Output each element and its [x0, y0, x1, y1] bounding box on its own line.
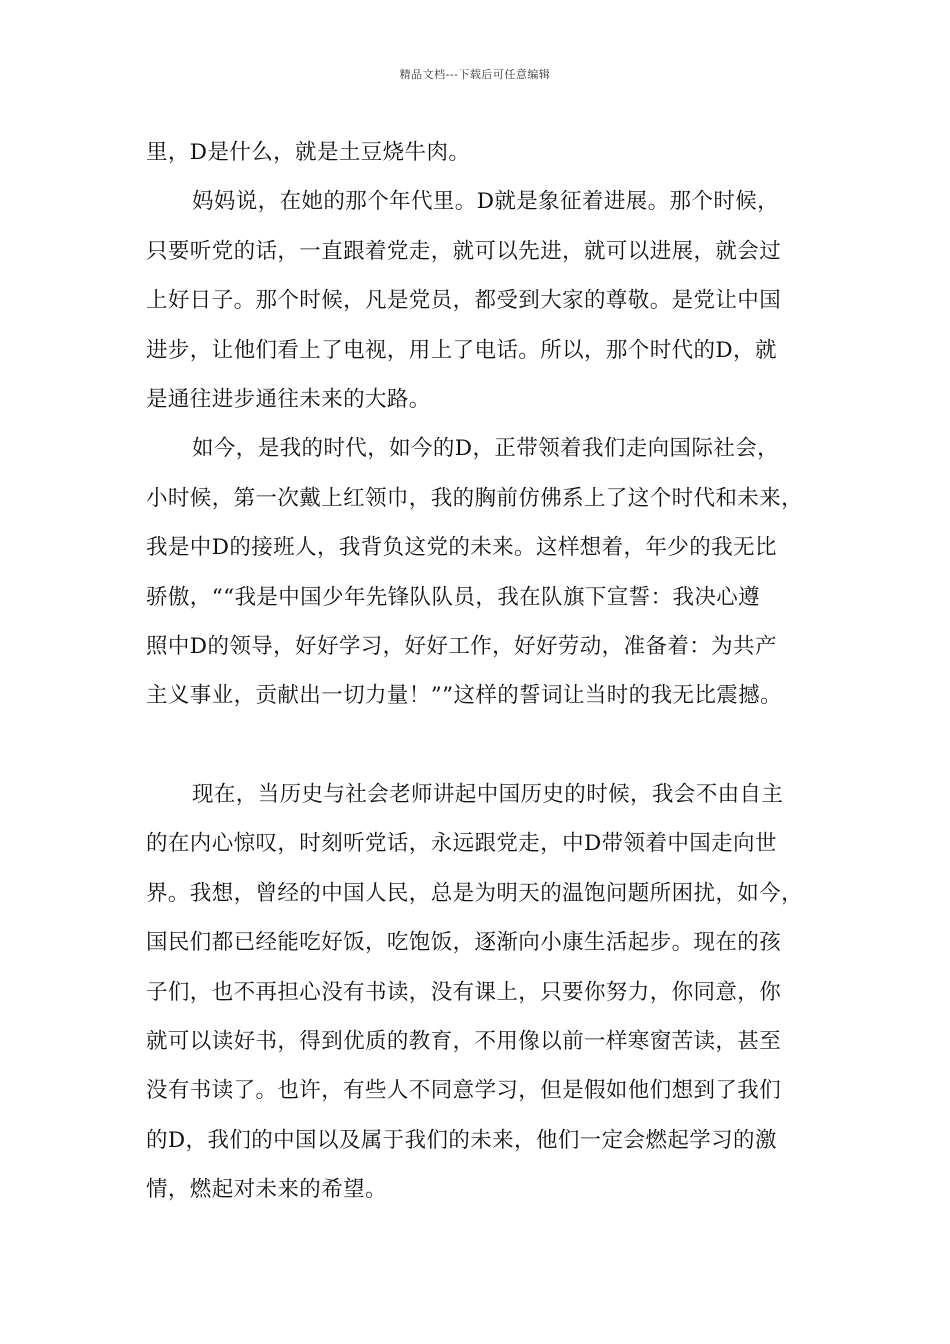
text-line: 现在，当历史与社会老师讲起中国历史的时候，我会不由自主 [192, 782, 784, 808]
paragraph [146, 128, 826, 177]
text-line: 骄傲，““我是中国少年先锋队队员，我在队旗下宣誓：我决心遵 [146, 584, 761, 610]
paragraph [146, 770, 826, 1215]
text-line: 里，D是什么，就是土豆烧牛肉。 [146, 140, 471, 165]
text-line: 主义事业，贡献出一切力量！””这样的誓词让当时的我无比震撼。 [146, 683, 782, 709]
text-line: 我是中D的接班人，我背负这党的未来。这样想着，年少的我无比 [146, 535, 777, 561]
page-header: 精品文档---下载后可任意编辑 [399, 68, 551, 81]
text-line: 如今，是我的时代，如今的D，正带领着我们走向国际社会， [192, 436, 780, 462]
text-line: 照中D的领导，好好学习，好好工作，好好劳动，准备着：为共产 [146, 633, 777, 659]
text-line: 上好日子。那个时候，凡是党员，都受到大家的尊敬。是党让中国 [146, 288, 782, 314]
text-line: 进步，让他们看上了电视，用上了电话。所以，那个时代的D，就 [146, 337, 777, 363]
document-body [146, 128, 826, 1215]
text-line: 情，燃起对未来的希望。 [146, 1177, 387, 1203]
text-line: 国民们都已经能吃好饭，吃饱饭，逐渐向小康生活起步。现在的孩 [146, 930, 782, 956]
text-line: 的D，我们的中国以及属于我们的未来，他们一定会燃起学习的激 [146, 1127, 777, 1153]
paragraph [146, 177, 826, 424]
paragraph-gap [146, 721, 826, 770]
text-line: 只要听党的话，一直跟着党走，就可以先进，就可以进展，就会过 [146, 238, 782, 264]
paragraph [146, 424, 826, 720]
text-line: 妈妈说，在她的那个年代里。D就是象征着进展。那个时候， [192, 189, 780, 215]
text-line: 子们，也不再担心没有书读，没有课上，只要你努力，你同意，你 [146, 979, 782, 1005]
text-line: 的在内心惊叹，时刻听党话，永远跟党走，中D带领着中国走向世 [146, 831, 777, 857]
text-line: 界。我想，曾经的中国人民，总是为明天的温饱问题所困扰，如今， [146, 880, 804, 906]
text-line: 小时候，第一次戴上红领巾，我的胸前仿佛系上了这个时代和未来， [146, 485, 804, 511]
text-line: 没有书读了。也许，有些人不同意学习，但是假如他们想到了我们 [146, 1078, 782, 1104]
text-line: 就可以读好书，得到优质的教育，不用像以前一样寒窗苦读，甚至 [146, 1029, 782, 1055]
text-line: 是通往进步通往未来的大路。 [146, 386, 431, 412]
